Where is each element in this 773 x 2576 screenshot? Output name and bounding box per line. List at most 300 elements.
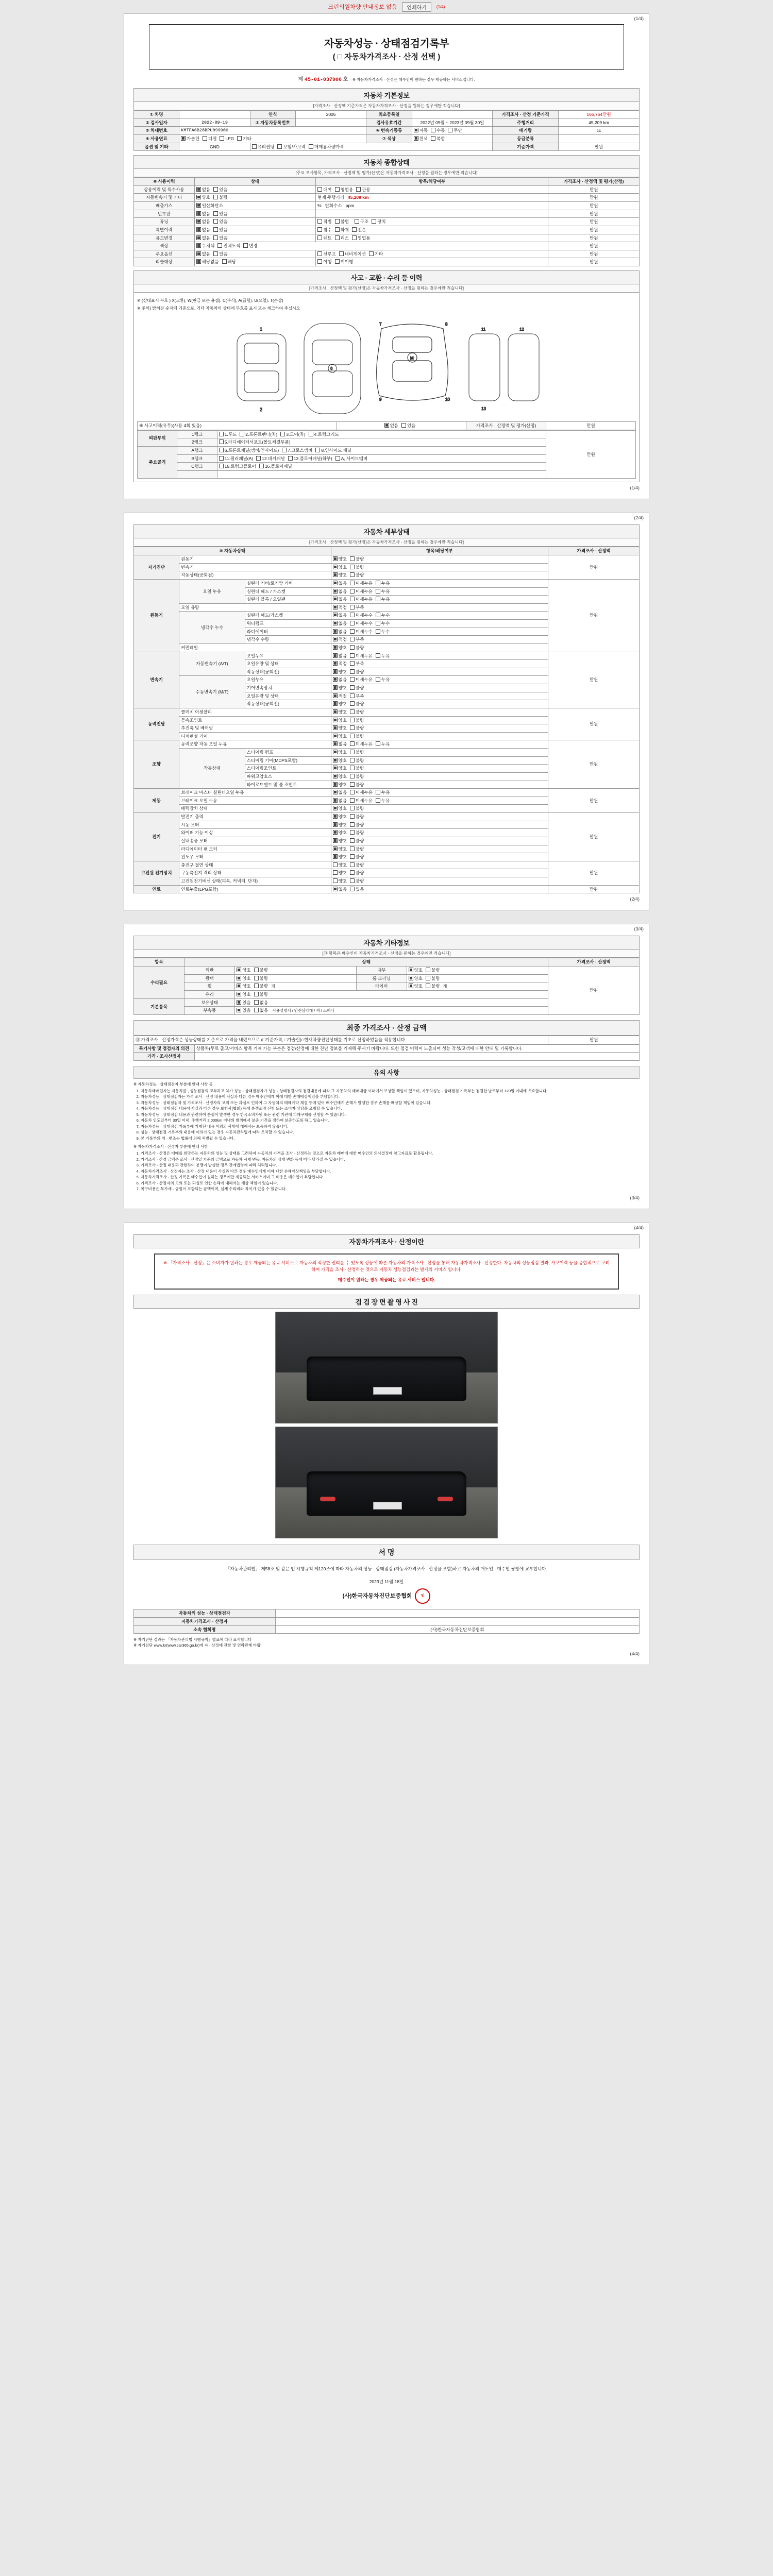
item: 와이퍼 기능 이상 <box>179 829 331 837</box>
table-row <box>134 1617 640 1625</box>
row-opts[interactable]: 없음 있음 <box>194 185 315 194</box>
opts[interactable]: 양호 불량 <box>331 837 548 845</box>
opts[interactable]: 없음 미세누유 누유 <box>331 579 548 587</box>
print-button[interactable]: 인쇄하기 <box>402 2 431 12</box>
sub: 기어변속장치 <box>245 684 331 692</box>
opts[interactable]: 양호 불량 <box>331 853 548 861</box>
table-row <box>134 813 640 821</box>
transmission-options[interactable]: 자동 수동 무단 <box>412 127 493 135</box>
accident-opts[interactable]: 없음 있음 <box>337 422 466 430</box>
table-row <box>134 210 640 218</box>
item: 브레이크 마스터 실린더오일 누유 <box>179 789 331 797</box>
group-electric: 전기 <box>134 813 179 861</box>
rank-c-items[interactable]: 15.트렁크플로어 16.플로어패널 <box>217 463 546 471</box>
notice-list-2 <box>141 1151 640 1192</box>
row-sub[interactable]: 대여 영업용 관용 <box>316 185 548 194</box>
opts[interactable]: 양호 불량 <box>331 821 548 829</box>
opts[interactable]: 없음 미세누유 누유 <box>331 796 548 805</box>
item-coolant: 냉각수 누수 <box>179 612 245 644</box>
overall-table <box>133 177 640 266</box>
insp-valid-label: 검사유효기간 <box>366 118 412 127</box>
group-price: 만원 <box>548 708 640 740</box>
svg-text:7: 7 <box>379 322 382 327</box>
accident-diagram <box>133 293 640 482</box>
list-item: 3. 자동차성능 · 상태점검자 및 가격조사 · 산정자의 고의 또는 과실로 인하여 그 자동차의 매매계약 체결 등에 있어 매수인에게 손해가 발생한 경우 손해를 배상할 책임이 있습니다. <box>141 1100 640 1106</box>
row-sub: % 탄화수소 ppm <box>316 202 548 210</box>
doc-subtitle: ( □ 자동차가격조사 · 산정 선택 ) <box>332 53 441 61</box>
group-price: 만원 <box>548 885 640 893</box>
opts[interactable]: 양호 불량 <box>331 765 548 773</box>
opts[interactable]: 양호 불량 <box>331 724 548 733</box>
opts[interactable]: 양호 불량 <box>331 732 548 740</box>
signature-table <box>133 1609 640 1634</box>
fuel-options[interactable]: 가솔린 디젤 LPG 기타 <box>179 134 366 143</box>
row-opts[interactable]: 없음 있음 <box>194 210 315 218</box>
notice-section <box>133 1066 640 1192</box>
svg-text:10: 10 <box>445 397 450 402</box>
opts[interactable]: 없음 있음 <box>331 885 548 893</box>
remarks-label: 특기사항 및 점검자의 의견 <box>134 1044 195 1053</box>
row-label-special: 특별이력 <box>134 226 195 234</box>
page-4 <box>124 1223 649 1666</box>
row-label-options: 주요옵션 <box>134 250 195 258</box>
item: 발전기 출력 <box>179 813 331 821</box>
row-label-plate: 번호판 <box>134 210 195 218</box>
mileage-label: 주행거리 <box>493 118 559 127</box>
transmission-label: ④ 변속기종류 <box>366 127 412 135</box>
item: 배력장치 상태 <box>179 805 331 813</box>
opts[interactable]: 양호 불량 <box>331 772 548 781</box>
opts[interactable]: 양호 불량 <box>235 974 356 982</box>
row-opts[interactable]: 없음 있음 <box>194 250 315 258</box>
opts[interactable]: 없음 미세누수 누수 <box>331 612 548 620</box>
opts[interactable]: 없음 미세누수 누수 <box>331 620 548 628</box>
section-basic-title: 자동차 기본정보 <box>133 88 640 102</box>
price-label: 가격조사 · 산정 기준가격 <box>493 111 559 119</box>
rank-b-items[interactable]: 11.필러패널(A) 12.대쉬패널 13.플로어패널(하부) A, 사이드멤버 <box>217 454 546 463</box>
item: 라디에이터 팬 모터 <box>179 845 331 853</box>
opts[interactable]: 양호 불량 개 <box>407 982 548 991</box>
remarks-value: 상품차(무료 출고/서비스 항목 기재 가능 부분은 점검/산정에 대한 진단 정보를 기재해 주시기 바랍니다. 또한 점검 이력이 노출되며 성능 작성/고객에 대한 안내 및 기록합니다. <box>194 1044 639 1053</box>
svg-text:9: 9 <box>379 397 382 402</box>
doc-number-suffix: 호 <box>343 77 348 82</box>
color-label: ⑦ 색상 <box>366 134 412 143</box>
sub: 스티어링조인트 <box>245 765 331 773</box>
list-item: 7. 복구비용은 부가세 · 공임이 포함되는 금액이며, 실제 수리비와 차이가 있을 수 있습니다. <box>141 1187 640 1192</box>
item-hold: 보유상태 <box>184 998 235 1007</box>
list-item: 6. 자동차 인도일부터 30일 이내, 주행거리 2,000km 이내의 범위에서 보증 기간을 정하여 보증하도록 하고 있습니다. <box>141 1118 640 1124</box>
detail-col4: 가격조사 · 산정액 <box>548 547 640 555</box>
table-row <box>134 234 640 242</box>
table-row <box>134 111 640 119</box>
opts[interactable]: 없음 미세누유 누유 <box>331 587 548 596</box>
list-item: 9. 본 기록부의 위 · 변조는 법률에 의해 처벌될 수 있습니다. <box>141 1136 640 1142</box>
car-name-label: ① 차명 <box>134 111 179 119</box>
item-outer: 외판 <box>184 966 235 974</box>
opts[interactable]: 양호 불량 <box>331 708 548 716</box>
page-3 <box>124 924 649 1209</box>
page-2 <box>124 513 649 910</box>
item-engine: 원동기 <box>179 555 331 564</box>
opts[interactable]: 적정 부족 <box>331 692 548 700</box>
accident-price: 만원 <box>546 422 635 430</box>
table-row <box>134 242 640 250</box>
opts[interactable]: 양호 불량 <box>331 877 548 886</box>
table-row <box>134 118 640 127</box>
item: 동력조향 작동 오일 누유 <box>179 740 331 749</box>
outer-panel-label: 외판부위 <box>138 430 177 446</box>
main-frame-label: 주요골격 <box>138 446 177 479</box>
sub: 실린더 헤드/가스켓 <box>245 612 331 620</box>
item-mt: 수동변속기 (M/T) <box>179 676 245 708</box>
row-opts[interactable]: 양호 불량 <box>194 194 315 202</box>
rank-extra <box>177 470 217 479</box>
fuel-label: ⑥ 사용연료 <box>134 134 179 143</box>
opts[interactable]: 없음 미세누유 누유 <box>331 676 548 684</box>
list-item: 1. 가격조사 · 산정은 매매를 희망하는 자동차의 성능 및 상태를 고려하여 자동차의 가격을 조사 · 산정하는 것으로 자동차 매매에 대한 매수인의 의사결정에 참고자료로 활용됩니다. <box>141 1151 640 1157</box>
table-row <box>134 1036 640 1044</box>
rank-2: 2랭크 <box>177 438 217 447</box>
vehicle-no-value <box>295 118 366 127</box>
option-checks[interactable]: 유리썬팅 보험/사고력 매매용차량가격 <box>250 143 493 151</box>
opts[interactable]: 양호 불량 <box>331 813 548 821</box>
doc-number: 45-01-037906 <box>305 77 342 83</box>
opts[interactable]: 양호 불량 <box>331 684 548 692</box>
group-transmission: 변속기 <box>134 652 179 708</box>
opts[interactable]: 없음 미세누수 누수 <box>331 628 548 636</box>
final-amount-table <box>133 1036 640 1044</box>
photo-section-title: 검 검 장 면 촬 영 사 진 <box>133 1295 640 1309</box>
page-2-footer: (2/4) <box>630 896 640 902</box>
sub: 실린더 커버/로커암 커버 <box>245 579 331 587</box>
section-accident-note: [가격조사 · 산정액 및 평가(산정)은 자동차가격조사 · 산정을 원하는 경우에만 적습니다] <box>133 284 640 293</box>
item: 충전구 절연 상태 <box>179 861 331 869</box>
other-head-price: 가격조사 · 산정액 <box>548 958 640 967</box>
assessor-label: 가격 · 조사산정자 <box>134 1053 195 1061</box>
signature-body <box>133 1560 640 1609</box>
opts[interactable]: 양호 불량 <box>331 861 548 869</box>
mileage-value: 45,209 km <box>558 118 639 127</box>
page4-title: 자동차가격조사 · 산정이란 <box>133 1234 640 1248</box>
overall-col1: ⑧ 사용이력 <box>134 178 195 186</box>
item-polish: 광택 <box>184 974 235 982</box>
section-other-note: [⑬ 항목은 매수인이 자동차가격조사 · 산정을 원하는 경우에만 적습니다] <box>133 950 640 958</box>
grade-label: 등급분류 <box>493 134 559 143</box>
overall-col4: 가격조사 · 산정액 및 평가(산정) <box>548 178 640 186</box>
year-label: 연식 <box>250 111 295 119</box>
row-price: 만원 <box>548 194 640 202</box>
doc-number-prefix: 제 <box>298 77 304 82</box>
accessory-extra: 사용설명서 / 안전삼각대 / 잭 / 스패너 <box>272 1008 334 1013</box>
table-header-row <box>134 958 640 967</box>
svg-text:13: 13 <box>481 406 486 411</box>
rank-a: A랭크 <box>177 446 217 454</box>
opts[interactable]: 있음 없음 사용설명서 / 안전삼각대 / 잭 / 스패너 <box>235 1007 548 1015</box>
item-idle: 작동상태(공회전) <box>179 571 331 580</box>
opts[interactable]: 양호 불량 <box>331 716 548 724</box>
diagram-legend-1: ※ (상태표시 부호 ) X(교환), W(판금 또는 용접), C(부식), A(긁힘), U(요철), T(손상) <box>137 298 283 303</box>
doc-number-line <box>133 75 640 83</box>
page-3-footer: (3/4) <box>630 1195 640 1200</box>
row-opts[interactable]: 없음 있음 <box>194 218 315 226</box>
group-self-diag: 자기진단 <box>134 555 179 580</box>
opts[interactable]: 양호 불량 <box>331 643 548 652</box>
table-row <box>134 185 640 194</box>
top-notice: 크린의원차량 안내정보 없음 <box>328 4 397 10</box>
sub: 오일유량 및 상태 <box>245 660 331 668</box>
sub: 오일누유 <box>245 676 331 684</box>
table-row <box>134 218 640 226</box>
svg-text:M: M <box>410 356 414 361</box>
doc-purpose: ※ 자동차가격조사 · 산정은 매수인이 원하는 경우 제공하는 서비스입니다. <box>352 77 475 82</box>
engine-label: 배기량 <box>493 127 559 135</box>
group-steering: 조향 <box>134 740 179 789</box>
color-options[interactable]: 원색 복합 <box>412 134 493 143</box>
item: 디퍼렌셜 기어 <box>179 732 331 740</box>
table-row <box>134 1609 640 1618</box>
item-commonrail: 커먼레일 <box>179 643 331 652</box>
item: 시동 모터 <box>179 821 331 829</box>
opts[interactable]: 적정 부족 <box>331 660 548 668</box>
rank-1-items[interactable]: 1.후드 2.프론트펜더(좌) 3.도어(좌) 4.트렁크리드 <box>217 430 546 438</box>
opts[interactable]: 있음 없음 <box>235 998 548 1007</box>
section-overall-title: 자동차 종합상태 <box>133 155 640 169</box>
rank-a-items[interactable]: 6.프론트패널(멤버/인사이드) 7.크로스멤버 8.인사이드 패널 <box>217 446 546 454</box>
sign-row-label: 자동차가격조사 · 산정자 <box>134 1617 276 1625</box>
opts[interactable]: 양호 불량 <box>235 991 548 999</box>
table-row <box>134 134 640 143</box>
car-diagram-group <box>137 313 636 421</box>
rank-1: 1랭크 <box>177 430 217 438</box>
table-row <box>134 789 640 797</box>
notice-title: 유의 사항 <box>133 1066 640 1079</box>
page-4-footer: (4/4) <box>630 1651 640 1657</box>
opts[interactable]: 양호 불량 <box>331 571 548 580</box>
opts[interactable]: 양호 불량 <box>331 869 548 877</box>
sub: 워터펌프 <box>245 620 331 628</box>
year-value: 2005 <box>295 111 366 119</box>
row-sub[interactable]: 적법 불법 구조 장치 <box>316 218 548 226</box>
group-fuel: 연료 <box>134 885 179 893</box>
row-sub[interactable]: 렌트 리스 영업용 <box>316 234 548 242</box>
svg-text:6: 6 <box>330 366 333 371</box>
final-amount-value: 만원 <box>548 1036 640 1044</box>
opts[interactable]: 양호 불량 <box>331 749 548 757</box>
price-value: 166,764만원 <box>558 111 639 119</box>
top-toolbar <box>0 0 773 13</box>
item-trans: 변속기 <box>179 563 331 571</box>
rank-2-items[interactable]: 5.라디에이터서포트(볼트체결부품) <box>217 438 546 447</box>
opts[interactable]: 양호 불량 <box>331 829 548 837</box>
other-head-state: 상태 <box>184 958 548 967</box>
row-label-at: 자동변속기 및 기타 <box>134 194 195 202</box>
page4-footer-note: ※ 자기진단 결과는 「자동차관리법 시행규칙」별표에 따라 표시합니다 <box>133 1637 252 1642</box>
item-wheel: 휠 <box>184 982 235 991</box>
vin-label: ⑤ 차대번호 <box>134 127 179 135</box>
row-label-color: 색상 <box>134 242 195 250</box>
row-sub[interactable]: 선루프 내비게이션 기타 <box>316 250 548 258</box>
item: 추진축 및 베어링 <box>179 724 331 733</box>
item: 등속조인트 <box>179 716 331 724</box>
svg-text:11: 11 <box>481 327 486 332</box>
page4-warning-text: ※ 「가격조사 · 산정」은 소비자가 원하는 경우 제공되는 유료 서비스로 자동차의 적정한 권리를 수 있도록 성능에 따른 자동차의 가격조사 · 산정을 통해 자동차가격조사 · 산정한다. 자동차의 성능점검 결과, 사고이력 등을 종합적으로 고려하여 가격을 조사 · 산정하는 것으로 자동차 성능점검과는 별개의 서비스 입니다. <box>163 1260 610 1273</box>
opts[interactable]: 없음 미세누유 누유 <box>331 789 548 797</box>
detail-state-table <box>133 547 640 893</box>
opts[interactable]: 양호 불량 <box>331 756 548 765</box>
final-row1-label: ⑭ 가격조사 · 산정가격은 성능상태를 기준으로 가격을 내렸으므로 (□기준가격, □가솔린)□현재차량진단상태를 기초로 산정하였음을 적용합니다 <box>134 1036 548 1044</box>
seal-stamp: 인 <box>415 1588 430 1604</box>
inspection-photo-2 <box>275 1427 498 1538</box>
insp-date-label: ② 검사일자 <box>134 118 179 127</box>
group-price: 만원 <box>548 555 640 580</box>
page-1-footer: (1/4) <box>630 485 640 491</box>
list-item: 6. 가격조사 · 산정자의 고의 또는 과실로 인한 손해에 대해서는 배상 책임이 있습니다. <box>141 1181 640 1187</box>
panel-rank-table <box>137 430 636 479</box>
item: 브레이크 오일 누유 <box>179 796 331 805</box>
group-price: 만원 <box>548 813 640 861</box>
table-row <box>134 555 640 564</box>
top-page-indicator: (1/4) <box>436 4 445 9</box>
section-overall-note: [주요 조사항목, 가격조사 · 산정액 및 평가(산정)은 자동차가격조사 · 산정을 원하는 경우에만 적습니다] <box>133 169 640 177</box>
car-diagram-svg <box>227 313 546 421</box>
row-sub[interactable]: 침수 화재 전손 <box>316 226 548 234</box>
std-label: 기준가격 <box>493 143 559 151</box>
row-label-usechange: 용도변경 <box>134 234 195 242</box>
accident-q: ⑨ 사고이력(유무)(사용 4회 있음) <box>138 422 337 430</box>
opts[interactable]: 없음 미세누유 누유 <box>331 652 548 660</box>
item-at: 자동변속기 (A/T) <box>179 652 245 676</box>
row-opts[interactable]: 없음 있음 <box>194 226 315 234</box>
other-info-table <box>133 958 640 1015</box>
panel-price: 만원 <box>546 430 635 479</box>
other-repair-label: 수리필요 <box>134 966 184 998</box>
opts[interactable]: 없음 미세누유 누유 <box>331 740 548 749</box>
notice-section1-title: ※ 자동차성능 · 상태점검자 부분에 안내 사항 등 <box>133 1081 213 1087</box>
opts[interactable]: 양호 불량 <box>331 700 548 708</box>
group-price: 만원 <box>548 579 640 652</box>
other-head-item: 항목 <box>134 958 184 967</box>
row-opts[interactable]: 해당없음 해당 <box>194 258 315 266</box>
section-accident-title: 사고 · 교환 · 수리 등 이력 <box>133 270 640 284</box>
insp-valid-value: 2022년 09월 ~ 2023년 09월 30일 <box>412 118 493 127</box>
group-hv: 고전원 전기장치 <box>134 861 179 885</box>
opts[interactable]: 적정 부족 <box>331 603 548 612</box>
item-work-state: 작동상태 <box>179 749 245 789</box>
table-row <box>134 1044 640 1053</box>
item-tire: 타이어 <box>356 982 407 991</box>
overall-col2: 상태 <box>194 178 315 186</box>
section-other-title: 자동차 기타정보 <box>133 936 640 950</box>
table-row <box>138 430 636 438</box>
opts[interactable]: 양호 불량 <box>331 805 548 813</box>
table-row <box>134 143 640 151</box>
opts[interactable]: 양호 불량 <box>235 966 356 974</box>
row-label-usage: 상용이력 및 특수사용 <box>134 185 195 194</box>
item-inner: 내부 <box>356 966 407 974</box>
page4-warning-box <box>154 1253 619 1290</box>
reg-date-value <box>412 111 493 119</box>
row-price: 만원 <box>548 234 640 242</box>
row-label-tuning: 튜닝 <box>134 218 195 226</box>
row-label-emission: 배출가스 <box>134 202 195 210</box>
row-price: 만원 <box>548 250 640 258</box>
opts[interactable]: 양호 불량 <box>331 845 548 853</box>
option-value: GND <box>179 143 250 151</box>
table-row <box>134 708 640 716</box>
opts[interactable]: 양호 불량 <box>407 974 548 982</box>
list-item: 5. 자동차가격조사 · 산정 기록은 매수인이 원하는 경우에만 제공되는 서비스이며 그 비용은 매수인이 부담합니다. <box>141 1175 640 1180</box>
opts[interactable]: 적정 부족 <box>331 636 548 644</box>
item-cleaning: 룸 크리닝 <box>356 974 407 982</box>
notice-section2-title: ※ 자동차가격조사 · 산정자 부분에 안내 사항 <box>133 1144 208 1149</box>
opts[interactable]: 양호 불량 개 <box>235 982 356 991</box>
item: 클러치 어셈블리 <box>179 708 331 716</box>
insp-date-value: 2022-09-19 <box>179 118 250 127</box>
page-1 <box>124 13 649 499</box>
table-header-row <box>134 178 640 186</box>
opts[interactable]: 양호 불량 <box>331 668 548 676</box>
row-opts[interactable]: 무채색 전체도색 변경 <box>194 242 548 250</box>
opts[interactable]: 양호 불량 <box>331 781 548 789</box>
group-price: 만원 <box>548 789 640 813</box>
group-brake: 제동 <box>134 789 179 813</box>
opts[interactable]: 양호 불량 <box>331 555 548 564</box>
group-powertrain: 동력전달 <box>134 708 179 740</box>
signature-statement: 「자동차관리법」 제58조 및 같은 법 시행규칙 제120조에 따라 자동차의 성능 · 상태점검 (자동차가격조사 · 산정을 포함)하고 자동차의 매도인 · 매수인 쌍방에 교부합니다. <box>225 1566 548 1572</box>
other-basic-label: 기본품목 <box>134 998 184 1014</box>
row-price: 만원 <box>548 202 640 210</box>
table-row <box>134 202 640 210</box>
other-price: 만원 <box>548 966 640 1014</box>
table-row <box>134 885 640 893</box>
sub: 오일유량 및 상태 <box>245 692 331 700</box>
table-row <box>134 250 640 258</box>
group-price: 만원 <box>548 652 640 708</box>
svg-text:8: 8 <box>445 322 448 327</box>
opts[interactable]: 없음 미세누유 누유 <box>331 596 548 604</box>
sub: 스티어링 펌프 <box>245 749 331 757</box>
item: 고전원전기배선 상태(피복, 커넥터, 단자) <box>179 877 331 886</box>
rank-b: B랭크 <box>177 454 217 463</box>
row-opts[interactable]: 없음 있음 <box>194 234 315 242</box>
list-item: 7. 자동차성능 · 상태점검 기록부에 기재된 내용 이외의 사항에 대해서는 보증하지 않습니다. <box>141 1124 640 1130</box>
sub: 타이로드엔드 및 볼 조인트 <box>245 781 331 789</box>
list-item: 2. 자동차성능 · 상태점검자는 가격 조사 · 산정 내용이 사실과 다른 경우 매수인에게 이에 대한 손해배상책임을 부담합니다. <box>141 1094 640 1100</box>
table-row <box>134 1625 640 1634</box>
photo-1-plate <box>373 1387 402 1395</box>
sub: 실린더 헤드 / 가스켓 <box>245 587 331 596</box>
opts[interactable]: 양호 불량 <box>407 966 548 974</box>
section-detail-note: [가격조사 · 산정액 및 평가(산정)은 자동차가격조사 · 산정을 원하는 경우에만 적습니다] <box>133 538 640 547</box>
title-box <box>149 24 624 70</box>
table-row <box>134 740 640 749</box>
list-item: 2. 가격조사 · 산정 금액은 조사 · 산정일 기준의 금액으로 자동차 시세 변동, 자동차의 상태 변화 등에 따라 달라질 수 있습니다. <box>141 1157 640 1163</box>
table-row <box>134 127 640 135</box>
table-row <box>134 258 640 266</box>
row-opts[interactable]: 일산화탄소 <box>194 202 315 210</box>
sub: 오일누유 <box>245 652 331 660</box>
std-value: 만원 <box>558 143 639 151</box>
table-row <box>138 422 636 430</box>
signature-title: 서 명 <box>133 1545 640 1560</box>
table-row <box>134 652 640 660</box>
opts[interactable]: 양호 불량 <box>331 563 548 571</box>
row-sub[interactable]: 이행 미이행 <box>316 258 548 266</box>
rank-c: C랭크 <box>177 463 217 471</box>
sub: 냉각수 수량 <box>245 636 331 644</box>
row-price: 만원 <box>548 226 640 234</box>
row-price: 만원 <box>548 242 640 250</box>
